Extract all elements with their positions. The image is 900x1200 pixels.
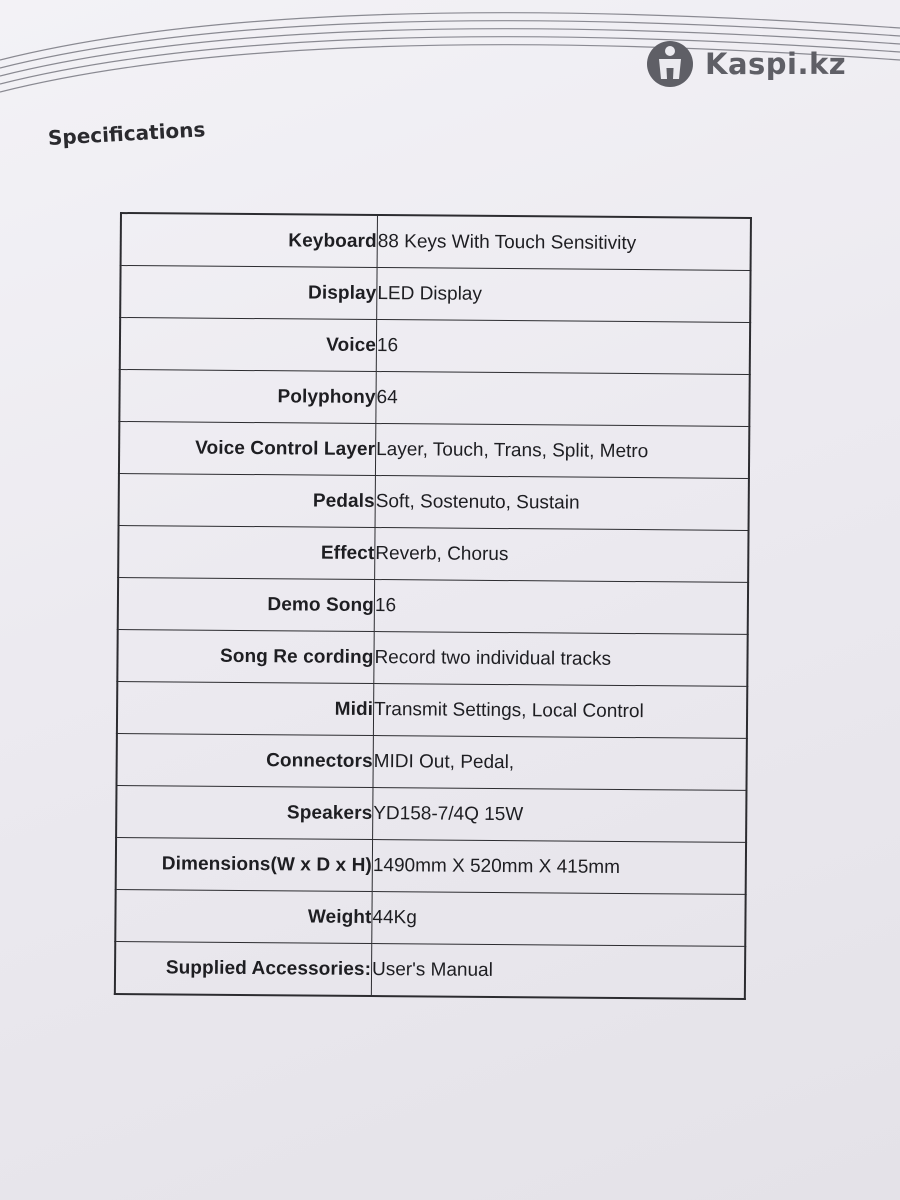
kaspi-logo-icon [645, 39, 695, 89]
spec-value: Transmit Settings, Local Control [373, 684, 747, 739]
spec-value: YD158-7/4Q 15W [373, 788, 747, 843]
spec-value: 16 [376, 320, 750, 375]
spec-label: Polyphony [119, 370, 376, 424]
spec-label: Display [120, 266, 377, 320]
spec-label: Pedals [119, 473, 376, 527]
spec-row-midi [117, 681, 747, 738]
spec-label: Effect [118, 525, 375, 579]
spec-row-song-recording [117, 629, 747, 686]
spec-label: Supplied Accessories: [115, 941, 372, 996]
spec-row-speakers [116, 785, 746, 842]
spec-row-voice [120, 318, 750, 375]
specifications-table [114, 212, 752, 1000]
spec-row-effect [118, 525, 748, 582]
spec-label: Demo Song [118, 577, 375, 631]
spec-label: Connectors [116, 733, 373, 787]
spec-row-pedals [119, 473, 749, 530]
specifications-sheet [114, 212, 752, 1000]
spec-row-polyphony [119, 370, 749, 427]
spec-value: 64 [376, 372, 750, 427]
spec-value: MIDI Out, Pedal, [373, 736, 747, 791]
page-title: Specifications [47, 117, 206, 150]
spec-label: Song Re cording [117, 629, 374, 683]
spec-row-display [120, 266, 750, 323]
spec-row-keyboard [121, 213, 751, 270]
spec-label: Weight [115, 889, 372, 943]
spec-value: 44Kg [372, 892, 746, 947]
spec-label: Speakers [116, 785, 373, 839]
spec-row-weight [115, 889, 745, 946]
spec-label: Dimensions(W x D x H) [116, 837, 373, 891]
spec-row-voice-control-layer [119, 422, 749, 479]
spec-label: Midi [117, 681, 374, 735]
spec-value: User's Manual [371, 943, 745, 998]
spec-row-connectors [116, 733, 746, 790]
spec-value: Reverb, Chorus [375, 528, 749, 583]
spec-value: LED Display [377, 268, 751, 323]
spec-value: 16 [374, 580, 748, 635]
spec-value: 88 Keys With Touch Sensitivity [377, 215, 751, 270]
spec-value: 1490mm X 520mm X 415mm [372, 840, 746, 895]
spec-row-demo-song [118, 577, 748, 634]
spec-row-supplied-accessories [115, 941, 745, 998]
spec-value: Layer, Touch, Trans, Split, Metro [375, 424, 749, 479]
spec-label: Voice [120, 318, 377, 372]
spec-row-dimensions [116, 837, 746, 894]
watermark-text: Kaspi.kz [705, 47, 847, 81]
kaspi-watermark [645, 38, 846, 90]
spec-value: Soft, Sostenuto, Sustain [375, 476, 749, 531]
spec-label: Keyboard [121, 213, 378, 268]
spec-value: Record two individual tracks [374, 632, 748, 687]
spec-label: Voice Control Layer [119, 422, 376, 476]
